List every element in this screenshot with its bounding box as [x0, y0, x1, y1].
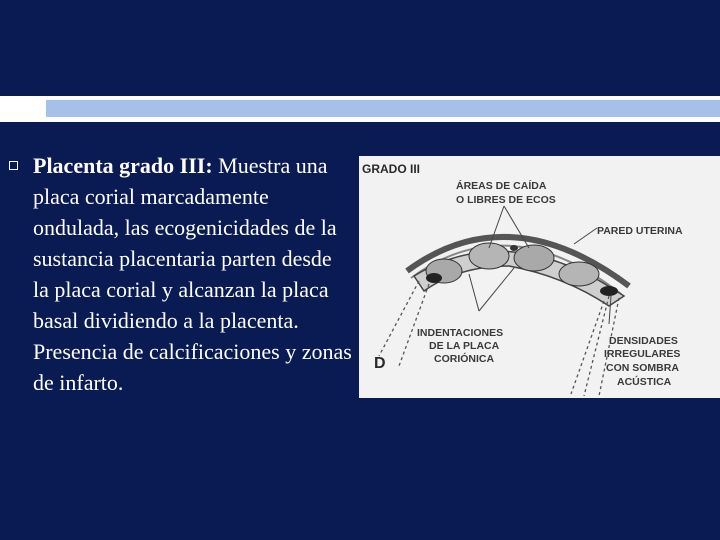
- label-dens-2: IRREGULARES: [604, 348, 681, 360]
- label-indent-2: DE LA PLACA: [429, 340, 500, 352]
- calcification-1: [426, 273, 442, 283]
- label-pared: PARED UTERINA: [597, 225, 683, 237]
- label-areas-1: ÁREAS DE CAÍDA: [456, 180, 547, 192]
- figure-title: GRADO III: [362, 162, 421, 176]
- placenta-diagram: [359, 156, 720, 398]
- label-indent-3: CORIÓNICA: [434, 353, 495, 365]
- label-dens-3: CON SOMBRA: [606, 362, 679, 374]
- cotyledon-4: [559, 262, 599, 286]
- bullet-text: [33, 150, 353, 398]
- bullet-body: Muestra una placa corial marcadamente ondulada, las ecogenicidades de la sustancia placentaria parten desde la placa corial y alcanzan la placa basal dividiendo a la placenta. Presencia de calcificaciones y zonas de infarto.: [33, 153, 352, 395]
- label-indent-1: INDENTACIONES: [417, 327, 504, 339]
- cotyledon-3: [514, 245, 554, 271]
- calcification-3: [510, 245, 518, 251]
- label-dens-1: DENSIDADES: [609, 335, 678, 347]
- label-dens-4: ACÚSTICA: [617, 376, 672, 388]
- label-areas-2: O LIBRES DE ECOS: [456, 194, 556, 206]
- top-accent-bar: [46, 100, 720, 117]
- bullet-bold-lead: Placenta grado III:: [33, 153, 213, 178]
- calcification-2: [600, 286, 618, 296]
- figure-letter: D: [374, 355, 386, 372]
- bullet-square-icon: [9, 161, 18, 170]
